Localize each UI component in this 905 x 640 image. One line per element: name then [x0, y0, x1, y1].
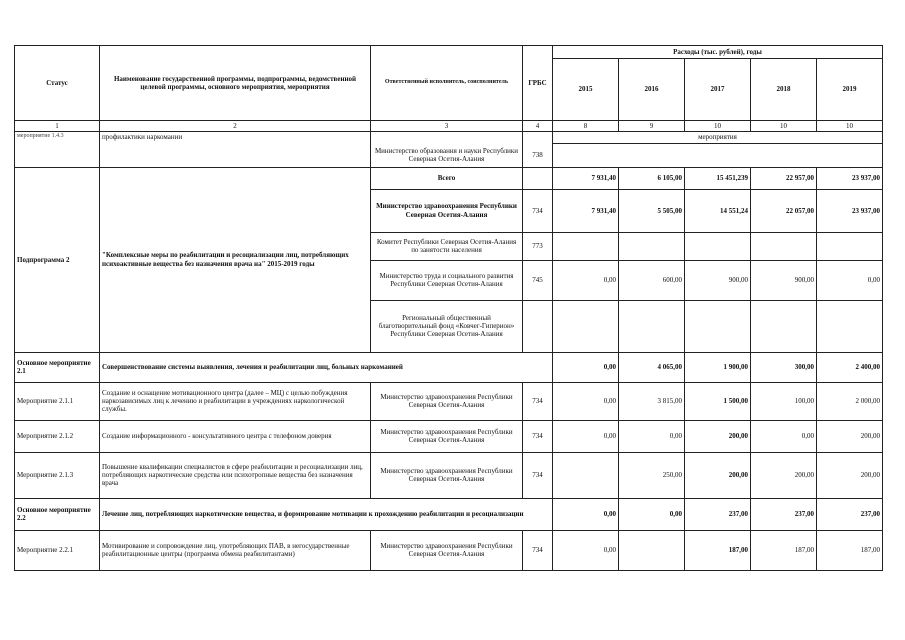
value-cell: 200,00: [685, 420, 751, 452]
status-cell: Подпрограмма 2: [15, 167, 100, 352]
header-row-1: [15, 46, 883, 59]
name-cell: "Комплексные меры по реабилитации и ресоциализации лиц, потребляющих психоактивные вещества без назначения врача на" 2015-2019 годы: [100, 167, 371, 352]
executor-cell: Региональный общественный благотворительный фонд «Ковчег-Гиперион» Республики Северная Осетия-Алания: [371, 300, 523, 352]
executor-cell: Комитет Республики Северная Осетия-Алания по занятости населения: [371, 232, 523, 260]
status-cell: Мероприятие 2.1.1: [15, 382, 100, 420]
header-year: 2016: [619, 59, 685, 121]
grbs-cell: 734: [523, 382, 553, 420]
budget-table: [14, 45, 883, 571]
value-cell: 187,00: [817, 530, 883, 570]
name-cell: Создание и оснащение мотивационного центра (далее – МЦ) с целью побуждения наркозависимых лиц к лечению и реабилитации в учреждениях наркологической службы.: [100, 382, 371, 420]
table-row: [15, 132, 883, 143]
value-cell: 23 937,00: [817, 167, 883, 189]
grbs-cell: 734: [523, 420, 553, 452]
grbs-cell: 734: [523, 530, 553, 570]
grbs-cell: 773: [523, 232, 553, 260]
name-cell: Совершенствование системы выявления, лечения и реабилитации лиц, больных наркоманией: [100, 352, 553, 382]
value-cell: [619, 232, 685, 260]
value-cell: 7 931,40: [553, 167, 619, 189]
index-cell: 10: [817, 121, 883, 132]
value-cell: 0,00: [817, 260, 883, 300]
value-cell: [553, 452, 619, 498]
header-status: Статус: [15, 46, 100, 121]
value-cell: [685, 300, 751, 352]
value-cell: 0,00: [553, 420, 619, 452]
executor-cell: Министерство здравоохранения Республики Северная Осетия-Алания: [371, 382, 523, 420]
name-cell: Лечение лиц, потребляющих наркотические вещества, и формирование мотивации к прохождению реабилитации и ресоциализации: [100, 498, 553, 530]
index-cell: 9: [619, 121, 685, 132]
header-year: 2017: [685, 59, 751, 121]
table-row: [15, 167, 883, 189]
value-cell: 237,00: [817, 498, 883, 530]
table-row: [15, 382, 883, 420]
merged-cell: мероприятия: [553, 132, 883, 143]
value-cell: 200,00: [817, 452, 883, 498]
value-cell: 23 937,00: [817, 189, 883, 232]
header-grbs: ГРБС: [523, 46, 553, 121]
grbs-cell: [523, 300, 553, 352]
grbs-cell: [523, 167, 553, 189]
index-cell: 4: [523, 121, 553, 132]
value-cell: [751, 300, 817, 352]
executor-cell: Министерство здравоохранения Республики Северная Осетия-Алания: [371, 530, 523, 570]
value-cell: [553, 232, 619, 260]
header-name: Наименование государственной программы, подпрограммы, ведомственной целевой программы, основного мероприятия, мероприятия: [100, 46, 371, 121]
executor-cell: [371, 132, 523, 143]
status-cell: мероприятие 1.4.3: [15, 132, 100, 167]
name-cell: Повышение квалификации специалистов в сфере реабилитации и ресоциализации лиц, потребляющих наркотические средства или психотропные вещества без назначения врача: [100, 452, 371, 498]
value-cell: 0,00: [619, 420, 685, 452]
executor-cell: Министерство здравоохранения Республики Северная Осетия-Алания: [371, 420, 523, 452]
value-cell: 187,00: [685, 530, 751, 570]
index-row: [15, 121, 883, 132]
value-cell: [619, 530, 685, 570]
header-executor: Ответственный исполнитель, соисполнитель: [371, 46, 523, 121]
value-cell: 900,00: [751, 260, 817, 300]
table-row: [15, 420, 883, 452]
index-cell: 10: [685, 121, 751, 132]
value-cell: 250,00: [619, 452, 685, 498]
executor-cell: Всего: [371, 167, 523, 189]
header-expenses: Расходы (тыс. рублей), годы: [553, 46, 883, 59]
value-cell: 4 065,00: [619, 352, 685, 382]
value-cell: 5 505,00: [619, 189, 685, 232]
index-cell: 8: [553, 121, 619, 132]
status-cell: Основное мероприятие 2.2: [15, 498, 100, 530]
executor-cell: Министерство здравоохранения Республики Северная Осетия-Алания: [371, 189, 523, 232]
value-cell: 1 500,00: [685, 382, 751, 420]
value-cell: 200,00: [817, 420, 883, 452]
value-cell: 0,00: [553, 352, 619, 382]
index-cell: 10: [751, 121, 817, 132]
index-cell: 2: [100, 121, 371, 132]
grbs-cell: 734: [523, 452, 553, 498]
value-cell: 200,00: [685, 452, 751, 498]
name-cell: профилактики наркомании: [100, 132, 371, 167]
table-row: [15, 352, 883, 382]
value-cell: [751, 232, 817, 260]
value-cell: 0,00: [553, 530, 619, 570]
grbs-cell: 734: [523, 189, 553, 232]
value-cell: [619, 300, 685, 352]
value-cell: 2 400,00: [817, 352, 883, 382]
value-cell: 6 105,00: [619, 167, 685, 189]
status-cell: Основное мероприятие 2.1: [15, 352, 100, 382]
value-cell: [817, 232, 883, 260]
value-cell: [817, 300, 883, 352]
index-cell: 1: [15, 121, 100, 132]
header-year: 2019: [817, 59, 883, 121]
value-cell: 0,00: [553, 260, 619, 300]
value-cell: 237,00: [751, 498, 817, 530]
value-cell: 200,00: [751, 452, 817, 498]
grbs-cell: 745: [523, 260, 553, 300]
status-cell: Мероприятие 2.1.3: [15, 452, 100, 498]
status-cell: Мероприятие 2.1.2: [15, 420, 100, 452]
value-cell: 100,00: [751, 382, 817, 420]
table-row: [15, 452, 883, 498]
value-cell: 600,00: [619, 260, 685, 300]
executor-cell: Министерство образования и науки Республики Северная Осетия-Алания: [371, 143, 523, 167]
value-cell: [685, 232, 751, 260]
name-cell: Создание информационного - консультативного центра с телефоном доверия: [100, 420, 371, 452]
value-cell: [553, 300, 619, 352]
value-cell: 14 551,24: [685, 189, 751, 232]
value-cell: 300,00: [751, 352, 817, 382]
executor-cell: Министерство здравоохранения Республики Северная Осетия-Алания: [371, 452, 523, 498]
value-cell: 22 057,00: [751, 189, 817, 232]
grbs-cell: 738: [523, 143, 553, 167]
table-row: [15, 498, 883, 530]
value-cell: 237,00: [685, 498, 751, 530]
value-cell: 0,00: [751, 420, 817, 452]
value-cell: 3 815,00: [619, 382, 685, 420]
executor-cell: Министерство труда и социального развития Республики Северная Осетия-Алания: [371, 260, 523, 300]
index-cell: 3: [371, 121, 523, 132]
value-cell: 0,00: [553, 382, 619, 420]
value-cell: 900,00: [685, 260, 751, 300]
value-cell: 1 900,00: [685, 352, 751, 382]
grbs-cell: [523, 132, 553, 143]
value-cell: 0,00: [619, 498, 685, 530]
empty-cell: [553, 143, 883, 167]
value-cell: 22 957,00: [751, 167, 817, 189]
name-cell: Мотивирование и сопровождение лиц, употребляющих ПАВ, в негосударственные реабилитационные центры (программа обмена реабилитантами): [100, 530, 371, 570]
header-year: 2015: [553, 59, 619, 121]
table-row: [15, 530, 883, 570]
value-cell: 2 000,00: [817, 382, 883, 420]
value-cell: 0,00: [553, 498, 619, 530]
value-cell: 187,00: [751, 530, 817, 570]
value-cell: 15 451,239: [685, 167, 751, 189]
value-cell: 7 931,40: [553, 189, 619, 232]
status-cell: Мероприятие 2.2.1: [15, 530, 100, 570]
header-year: 2018: [751, 59, 817, 121]
